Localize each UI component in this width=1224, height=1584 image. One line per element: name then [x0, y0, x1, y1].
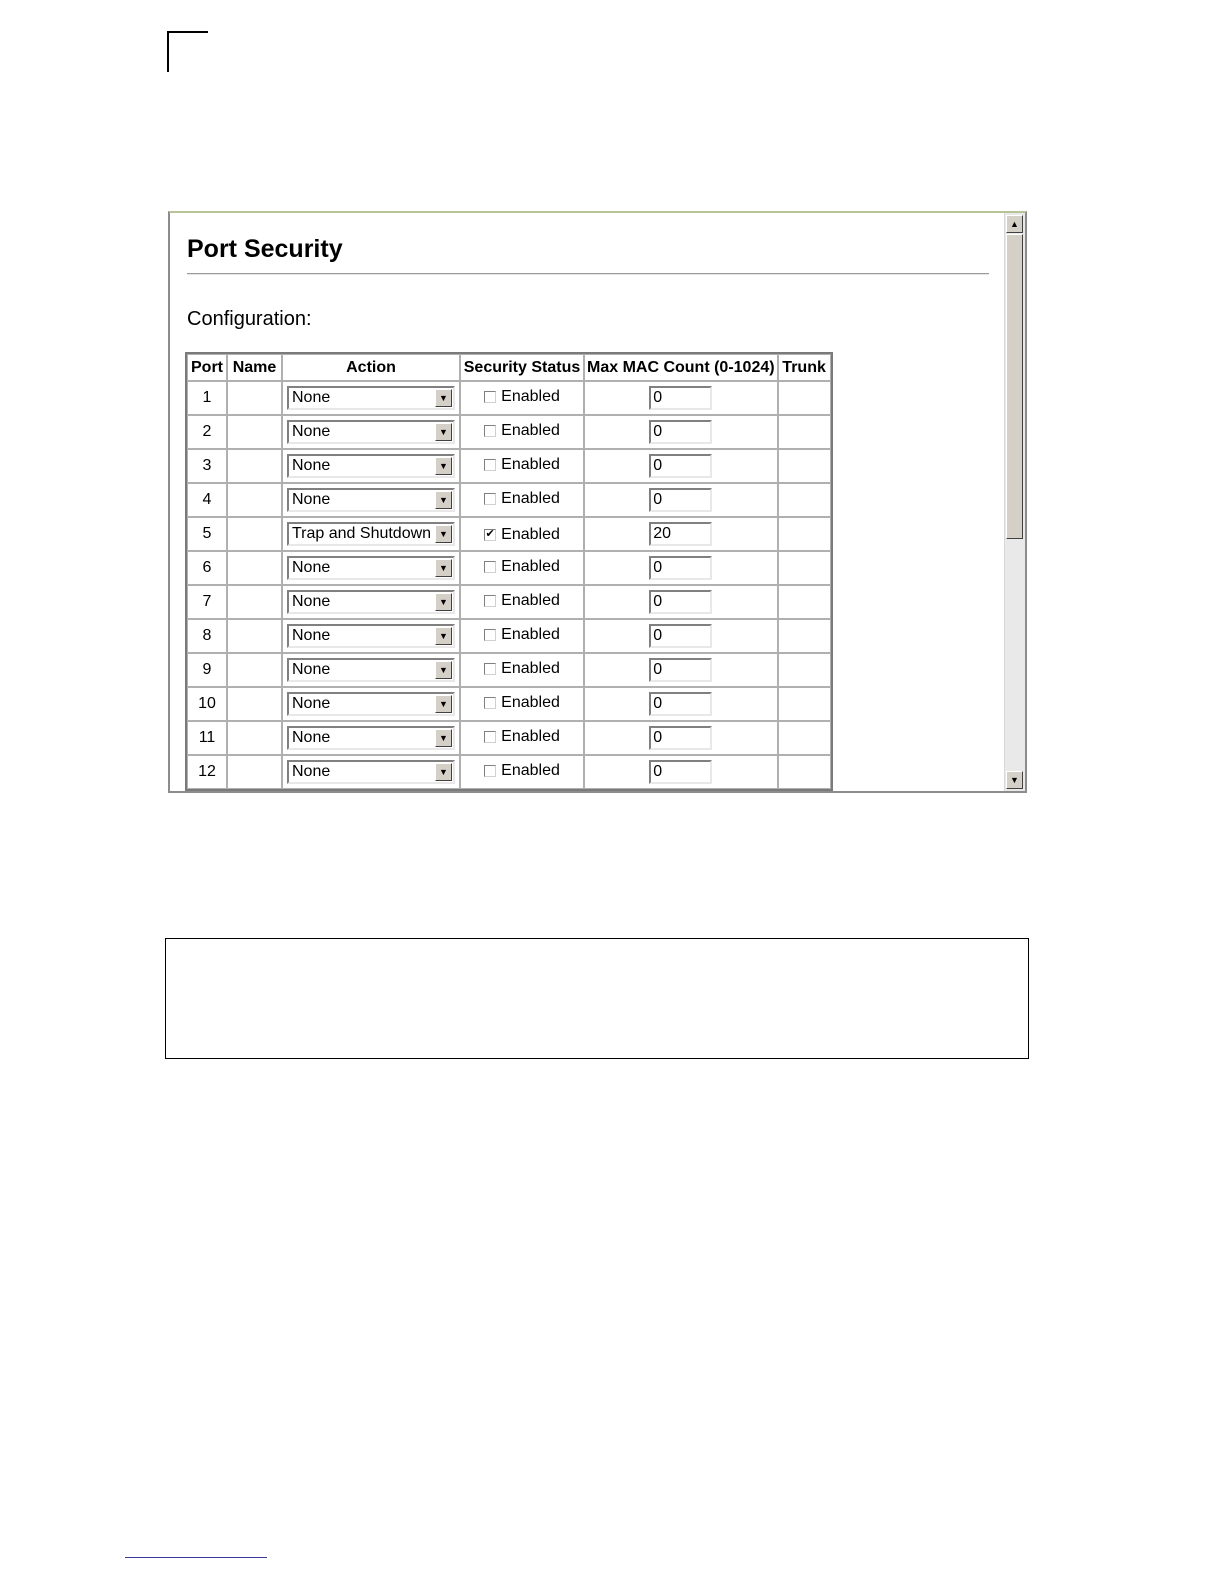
enabled-label: Enabled [501, 626, 560, 643]
port-name [227, 551, 282, 585]
scrollbar-thumb[interactable] [1006, 234, 1023, 539]
enabled-checkbox[interactable] [484, 731, 496, 743]
trunk-cell [778, 551, 831, 585]
chevron-down-icon[interactable]: ▼ [435, 593, 452, 611]
trunk-cell [778, 517, 831, 551]
chevron-down-icon[interactable]: ▼ [435, 695, 452, 713]
table-row [187, 517, 831, 551]
port-number: 4 [187, 483, 227, 517]
table-row [187, 415, 831, 449]
action-cell [282, 415, 460, 449]
header-security-status: Security Status [460, 354, 584, 381]
port-name [227, 585, 282, 619]
action-cell [282, 687, 460, 721]
empty-frame [165, 938, 1029, 1059]
chevron-down-icon[interactable]: ▼ [435, 763, 452, 781]
action-select-value: None [292, 695, 331, 712]
security-status-toggle[interactable] [484, 558, 560, 576]
security-status-cell [460, 755, 584, 789]
action-select[interactable] [287, 454, 455, 478]
max-mac-count-input[interactable]: 0 [649, 624, 712, 648]
max-mac-cell [584, 551, 778, 585]
enabled-checkbox[interactable] [484, 663, 496, 675]
port-number: 2 [187, 415, 227, 449]
security-status-cell [460, 551, 584, 585]
port-number: 10 [187, 687, 227, 721]
chevron-down-icon[interactable]: ▼ [435, 661, 452, 679]
enabled-label: Enabled [501, 694, 560, 711]
port-number: 7 [187, 585, 227, 619]
scroll-down-button[interactable] [1006, 771, 1023, 789]
action-select-value: None [292, 593, 331, 610]
max-mac-cell [584, 755, 778, 789]
enabled-checkbox[interactable] [484, 425, 496, 437]
max-mac-count-input[interactable]: 0 [649, 556, 712, 580]
port-name [227, 449, 282, 483]
action-select[interactable] [287, 692, 455, 716]
port-name [227, 653, 282, 687]
action-cell [282, 653, 460, 687]
action-select[interactable] [287, 726, 455, 750]
security-status-cell [460, 619, 584, 653]
trunk-cell [778, 721, 831, 755]
scroll-up-button[interactable] [1006, 215, 1023, 233]
enabled-checkbox[interactable] [484, 391, 496, 403]
enabled-checkbox[interactable] [484, 529, 496, 541]
action-select[interactable] [287, 522, 455, 546]
footer-rule [125, 1557, 267, 1558]
security-status-cell [460, 585, 584, 619]
max-mac-cell [584, 449, 778, 483]
trunk-cell [778, 483, 831, 517]
port-name [227, 483, 282, 517]
enabled-label: Enabled [501, 490, 560, 507]
security-status-cell [460, 687, 584, 721]
port-number: 12 [187, 755, 227, 789]
max-mac-cell [584, 585, 778, 619]
security-status-toggle[interactable] [484, 592, 560, 610]
port-name [227, 381, 282, 415]
chevron-down-icon[interactable]: ▼ [435, 457, 452, 475]
crop-mark [167, 31, 208, 72]
header-action: Action [282, 354, 460, 381]
action-select-value: None [292, 491, 331, 508]
table-row [187, 619, 831, 653]
enabled-label: Enabled [501, 592, 560, 609]
trunk-cell [778, 755, 831, 789]
header-port: Port [187, 354, 227, 381]
enabled-checkbox[interactable] [484, 493, 496, 505]
table-row [187, 687, 831, 721]
enabled-checkbox[interactable] [484, 697, 496, 709]
enabled-checkbox[interactable] [484, 595, 496, 607]
security-status-cell [460, 653, 584, 687]
trunk-cell [778, 449, 831, 483]
header-name: Name [227, 354, 282, 381]
max-mac-cell [584, 619, 778, 653]
action-select-value: None [292, 627, 331, 644]
action-cell [282, 483, 460, 517]
table-row [187, 449, 831, 483]
section-title: Configuration: [187, 308, 312, 330]
chevron-down-icon[interactable]: ▼ [435, 729, 452, 747]
port-number: 1 [187, 381, 227, 415]
action-cell [282, 551, 460, 585]
enabled-label: Enabled [501, 728, 560, 745]
action-cell [282, 381, 460, 415]
security-status-toggle[interactable] [484, 526, 560, 544]
table-header-row [187, 354, 831, 381]
enabled-label: Enabled [501, 558, 560, 575]
chevron-down-icon[interactable]: ▼ [435, 423, 452, 441]
header-trunk: Trunk [778, 354, 831, 381]
enabled-checkbox[interactable] [484, 629, 496, 641]
security-status-toggle[interactable] [484, 762, 560, 780]
chevron-down-icon[interactable]: ▼ [435, 559, 452, 577]
table-row [187, 653, 831, 687]
max-mac-count-input[interactable]: 20 [649, 522, 712, 546]
port-name [227, 619, 282, 653]
security-status-toggle[interactable] [484, 626, 560, 644]
action-select-value: None [292, 559, 331, 576]
table-row [187, 755, 831, 789]
action-select[interactable] [287, 556, 455, 580]
chevron-down-icon[interactable]: ▼ [435, 525, 452, 543]
page-title: Port Security [187, 235, 343, 263]
max-mac-count-input[interactable]: 0 [649, 658, 712, 682]
title-divider [187, 273, 989, 275]
security-status-toggle[interactable] [484, 422, 560, 440]
header-max-mac-count: Max MAC Count (0-1024) [584, 354, 778, 381]
vertical-scrollbar[interactable] [1004, 213, 1025, 791]
action-select[interactable] [287, 658, 455, 682]
max-mac-cell [584, 381, 778, 415]
action-select[interactable] [287, 488, 455, 512]
security-status-cell [460, 381, 584, 415]
max-mac-count-input[interactable]: 0 [649, 760, 712, 784]
security-status-cell [460, 517, 584, 551]
enabled-label: Enabled [501, 762, 560, 779]
action-cell [282, 517, 460, 551]
port-number: 8 [187, 619, 227, 653]
trunk-cell [778, 619, 831, 653]
max-mac-cell [584, 721, 778, 755]
action-select-value: None [292, 389, 331, 406]
trunk-cell [778, 415, 831, 449]
max-mac-cell [584, 687, 778, 721]
enabled-label: Enabled [501, 660, 560, 677]
chevron-down-icon[interactable]: ▼ [435, 389, 452, 407]
port-name [227, 721, 282, 755]
port-number: 11 [187, 721, 227, 755]
max-mac-cell [584, 483, 778, 517]
action-select[interactable] [287, 386, 455, 410]
action-select[interactable] [287, 624, 455, 648]
security-status-toggle[interactable] [484, 660, 560, 678]
port-name [227, 517, 282, 551]
security-status-toggle[interactable] [484, 388, 560, 406]
table-row [187, 721, 831, 755]
security-status-toggle[interactable] [484, 694, 560, 712]
chevron-down-icon[interactable]: ▼ [435, 627, 452, 645]
table-row [187, 381, 831, 415]
max-mac-count-input[interactable]: 0 [649, 454, 712, 478]
enabled-label: Enabled [501, 422, 560, 439]
action-select-value: None [292, 457, 331, 474]
max-mac-cell [584, 517, 778, 551]
action-cell [282, 619, 460, 653]
action-select[interactable] [287, 590, 455, 614]
table-row [187, 551, 831, 585]
table-row [187, 483, 831, 517]
security-status-cell [460, 449, 584, 483]
max-mac-count-input[interactable]: 0 [649, 386, 712, 410]
security-status-cell [460, 415, 584, 449]
enabled-label: Enabled [501, 456, 560, 473]
security-status-cell [460, 483, 584, 517]
chevron-down-icon[interactable]: ▼ [435, 491, 452, 509]
port-number: 3 [187, 449, 227, 483]
trunk-cell [778, 585, 831, 619]
max-mac-cell [584, 415, 778, 449]
port-number: 6 [187, 551, 227, 585]
max-mac-count-input[interactable]: 0 [649, 590, 712, 614]
port-number: 9 [187, 653, 227, 687]
port-security-window [168, 211, 1027, 793]
port-security-table [187, 354, 831, 789]
security-status-toggle[interactable] [484, 456, 560, 474]
action-cell [282, 721, 460, 755]
action-cell [282, 449, 460, 483]
action-cell [282, 585, 460, 619]
page-content [170, 213, 1003, 791]
max-mac-count-input[interactable]: 0 [649, 726, 712, 750]
action-select-value: None [292, 729, 331, 746]
trunk-cell [778, 381, 831, 415]
action-select-value: None [292, 661, 331, 678]
action-select[interactable] [287, 760, 455, 784]
max-mac-count-input[interactable]: 0 [649, 420, 712, 444]
checkmark-icon: ✔ [485, 528, 495, 541]
action-select-value: Trap and Shutdown [292, 525, 432, 542]
port-name [227, 415, 282, 449]
trunk-cell [778, 687, 831, 721]
enabled-label: Enabled [501, 525, 560, 543]
trunk-cell [778, 653, 831, 687]
arrow-down-icon: ▼ [1010, 775, 1019, 785]
enabled-checkbox[interactable] [484, 561, 496, 573]
enabled-label: Enabled [501, 388, 560, 405]
security-status-cell [460, 721, 584, 755]
table-row [187, 585, 831, 619]
enabled-checkbox[interactable] [484, 765, 496, 777]
action-cell [282, 755, 460, 789]
port-name [227, 755, 282, 789]
max-mac-count-input[interactable]: 0 [649, 692, 712, 716]
port-name [227, 687, 282, 721]
max-mac-count-input[interactable]: 0 [649, 488, 712, 512]
enabled-checkbox[interactable] [484, 459, 496, 471]
action-select[interactable] [287, 420, 455, 444]
security-status-toggle[interactable] [484, 490, 560, 508]
port-number: 5 [187, 517, 227, 551]
action-select-value: None [292, 763, 331, 780]
action-select-value: None [292, 423, 331, 440]
max-mac-cell [584, 653, 778, 687]
security-status-toggle[interactable] [484, 728, 560, 746]
arrow-up-icon: ▲ [1010, 219, 1019, 229]
